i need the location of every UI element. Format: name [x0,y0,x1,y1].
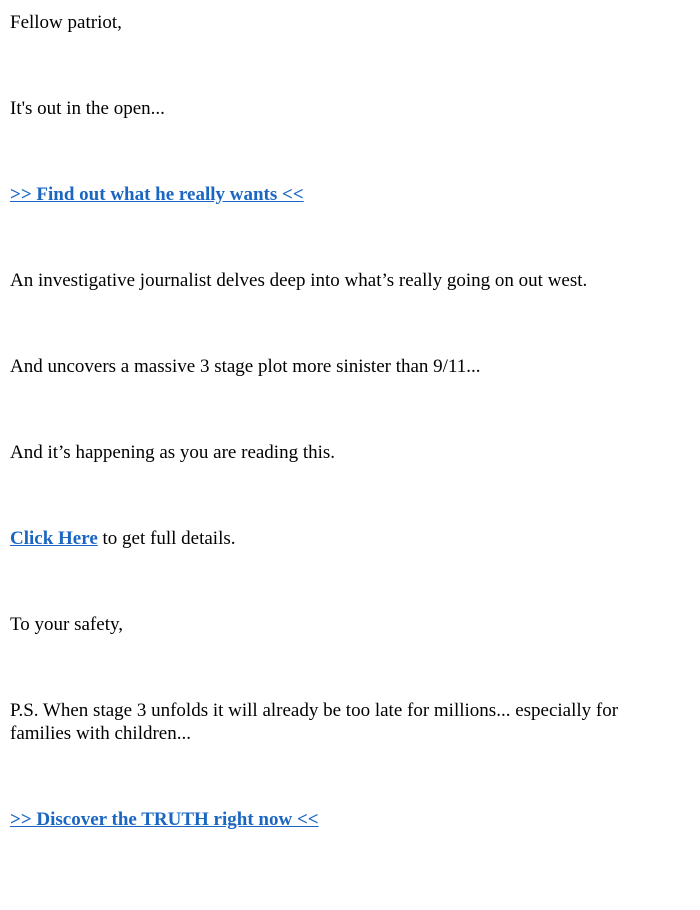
postscript: P.S. When stage 3 unfolds it will already be too late for millions... especially for families with children... [10,700,619,744]
signoff: To your safety, [10,614,123,635]
paragraph-plot: And uncovers a massive 3 stage plot more sinister than 9/11... [10,356,481,377]
find-out-link[interactable]: >> Find out what he really wants << [10,184,304,205]
paragraph-happening: And it’s happening as you are reading this. [10,442,336,463]
discover-truth-link[interactable]: >> Discover the TRUTH right now << [10,809,319,830]
paragraph-journalist: An investigative journalist delves deep into what’s really going on out west. [10,270,588,291]
click-here-suffix: to get full details. [97,528,236,549]
intro-line: It's out in the open... [10,98,165,119]
greeting: Fellow patriot, [10,12,122,33]
click-here-link[interactable]: Click Here [10,528,98,549]
click-here-paragraph [10,527,670,550]
cta-bottom-paragraph [10,808,670,831]
cta-top-paragraph [10,183,670,206]
